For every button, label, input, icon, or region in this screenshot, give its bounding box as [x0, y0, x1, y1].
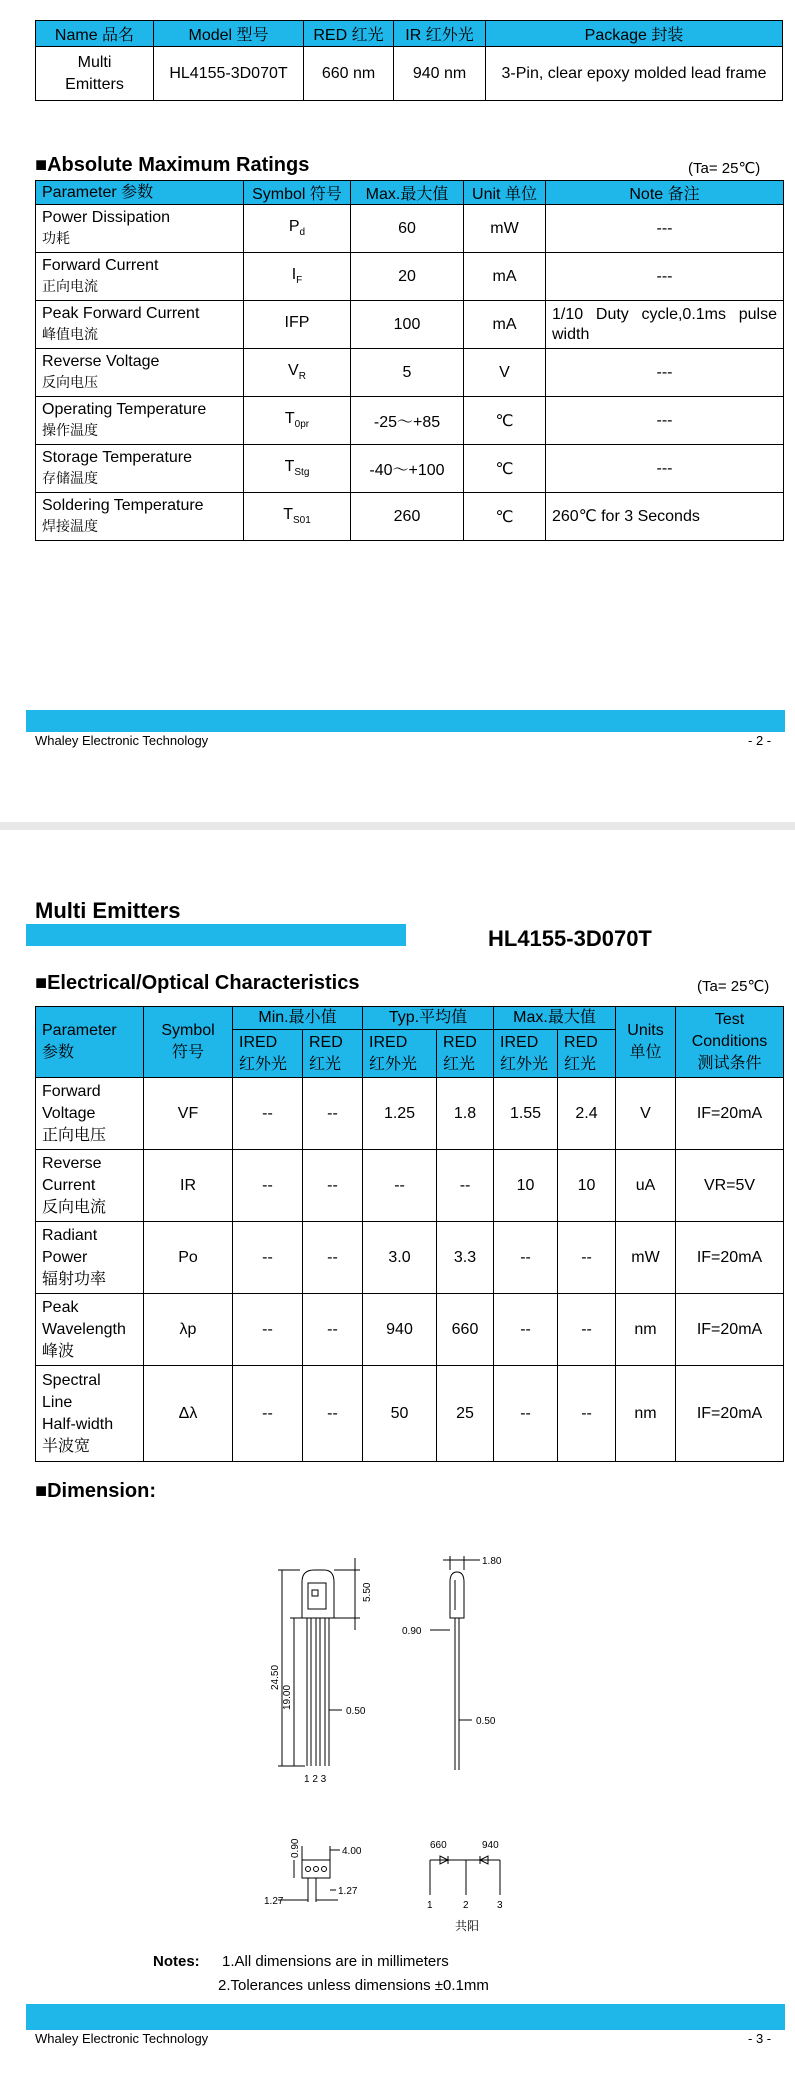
eoc-row: Spectral Line Half-width 半波宽 Δλ -- -- 50 25 -- -- nm IF=20mA: [36, 1366, 784, 1462]
footer-bar: [26, 710, 785, 732]
header-ir: IR 红外光: [394, 21, 486, 47]
eoc-h-max-ired: IRED 红外光: [494, 1030, 558, 1078]
schematic-pin-2: 2: [463, 1900, 469, 1911]
eoc-row: Peak Wavelength 峰波 λp -- -- 940 660 -- -- nm IF=20mA: [36, 1294, 784, 1366]
eoc-h-min-ired: IRED 红外光: [233, 1030, 303, 1078]
footer-company: Whaley Electronic Technology: [35, 2031, 209, 2046]
header-red: RED 红光: [304, 21, 394, 47]
cell-package: 3-Pin, clear epoxy molded lead frame: [486, 47, 783, 101]
doc-title: Multi Emitters: [35, 898, 181, 923]
dim-0-50-front: 0.50: [346, 1706, 366, 1717]
pin-numbers: 1 2 3: [304, 1774, 327, 1785]
title-bar: [26, 924, 406, 946]
amr-row: Reverse Voltage 反向电压 $V_R$ 5 V ---: [36, 349, 784, 397]
eoc-h-typ: Typ.平均值: [363, 1007, 494, 1030]
amr-ta: (Ta= 25℃): [688, 160, 761, 177]
dim-0-50-side: 0.50: [476, 1716, 496, 1727]
dimension-drawing: [250, 1530, 570, 1950]
dim-24-50: 24.50: [270, 1664, 281, 1690]
eoc-row: Forward Voltage 正向电压 VF -- -- 1.25 1.8 1.55 2.4 V IF=20mA: [36, 1078, 784, 1150]
common-anode-label: 共阳: [455, 1919, 480, 1933]
eoc-h-max: Max.最大值: [494, 1007, 616, 1030]
footer-bar: [26, 2004, 785, 2030]
eoc-h-min: Min.最小值: [233, 1007, 363, 1030]
eoc-h-min-red: RED 红光: [303, 1030, 363, 1078]
eoc-h-typ-red: RED 红光: [437, 1030, 494, 1078]
wavelength-940: 940: [482, 1840, 499, 1851]
dim-19-00: 19.00: [282, 1684, 293, 1710]
cell-model: HL4155-3D070T: [154, 47, 304, 101]
amr-h-unit: Unit 单位: [464, 181, 546, 205]
notes-label: Notes:: [153, 1953, 200, 1970]
note-2: 2.Tolerances unless dimensions ±0.1mm: [218, 1977, 489, 1994]
cell-name: Multi Emitters: [36, 47, 154, 101]
footer-page: - 3 -: [748, 2031, 772, 2046]
amr-row: Forward Current 正向电流 $I_F$ 20 mA ---: [36, 253, 784, 301]
schematic-pin-1: 1: [427, 1900, 433, 1911]
amr-h-param: Parameter 参数: [36, 181, 244, 205]
amr-row: Operating Temperature 操作温度 $T_{0pr}$ -25～+85 ℃ ---: [36, 397, 784, 445]
header-name: Name 品名: [36, 21, 154, 47]
page-separator: [0, 822, 795, 830]
amr-title: ■Absolute Maximum Ratings: [35, 154, 310, 176]
amr-row: Power Dissipation 功耗 $P_d$ 60 mW ---: [36, 205, 784, 253]
summary-table: [35, 20, 783, 101]
dim-1-80: 1.80: [482, 1556, 502, 1567]
dim-4-00: 4.00: [342, 1846, 362, 1857]
schematic-pin-3: 3: [497, 1900, 503, 1911]
dim-1-27-right: 1.27: [338, 1886, 358, 1897]
amr-h-symbol: Symbol 符号: [244, 181, 351, 205]
amr-row: Storage Temperature 存储温度 $T_{Stg}$ -40～+100 ℃ ---: [36, 445, 784, 493]
eoc-h-units: Units 单位: [616, 1007, 676, 1078]
footer-company: Whaley Electronic Technology: [35, 733, 209, 748]
cell-ir: 940 nm: [394, 47, 486, 101]
amr-h-note: Note 备注: [546, 181, 784, 205]
dim-1-27-left: 1.27: [264, 1896, 284, 1907]
cell-red: 660 nm: [304, 47, 394, 101]
page-3: [0, 830, 795, 2090]
eoc-h-param: Parameter 参数: [36, 1007, 144, 1078]
amr-h-max: Max.最大值: [351, 181, 464, 205]
amr-table: [35, 180, 784, 541]
header-model: Model 型号: [154, 21, 304, 47]
eoc-title: ■Electrical/Optical Characteristics: [35, 972, 360, 994]
dim-0-90-bottom: 0.90: [290, 1838, 301, 1858]
note-1: 1.All dimensions are in millimeters: [222, 1953, 449, 1970]
dim-5-50: 5.50: [362, 1582, 373, 1602]
eoc-h-max-red: RED 红光: [558, 1030, 616, 1078]
amr-row: Peak Forward Current 峰值电流 IFP 100 mA 1/10 Duty cycle,0.1ms pulse width: [36, 301, 784, 349]
dimension-title: ■Dimension:: [35, 1480, 156, 1502]
eoc-table: [35, 1006, 784, 1462]
wavelength-660: 660: [430, 1840, 447, 1851]
eoc-row: Reverse Current 反向电流 IR -- -- -- -- 10 10 uA VR=5V: [36, 1150, 784, 1222]
eoc-row: Radiant Power 辐射功率 Po -- -- 3.0 3.3 -- -- mW IF=20mA: [36, 1222, 784, 1294]
eoc-h-test: Test Conditions 测试条件: [676, 1007, 784, 1078]
eoc-ta: (Ta= 25℃): [697, 978, 770, 995]
amr-row: Soldering Temperature 焊接温度 $T_{S01}$ 260 ℃ 260℃ for 3 Seconds: [36, 493, 784, 541]
page-2: [0, 0, 795, 800]
dim-0-90-side: 0.90: [402, 1626, 422, 1637]
header-package: Package 封装: [486, 21, 783, 47]
eoc-h-symbol: Symbol 符号: [144, 1007, 233, 1078]
footer-page: - 2 -: [748, 733, 772, 748]
eoc-h-typ-ired: IRED 红外光: [363, 1030, 437, 1078]
doc-model: HL4155-3D070T: [488, 926, 652, 951]
